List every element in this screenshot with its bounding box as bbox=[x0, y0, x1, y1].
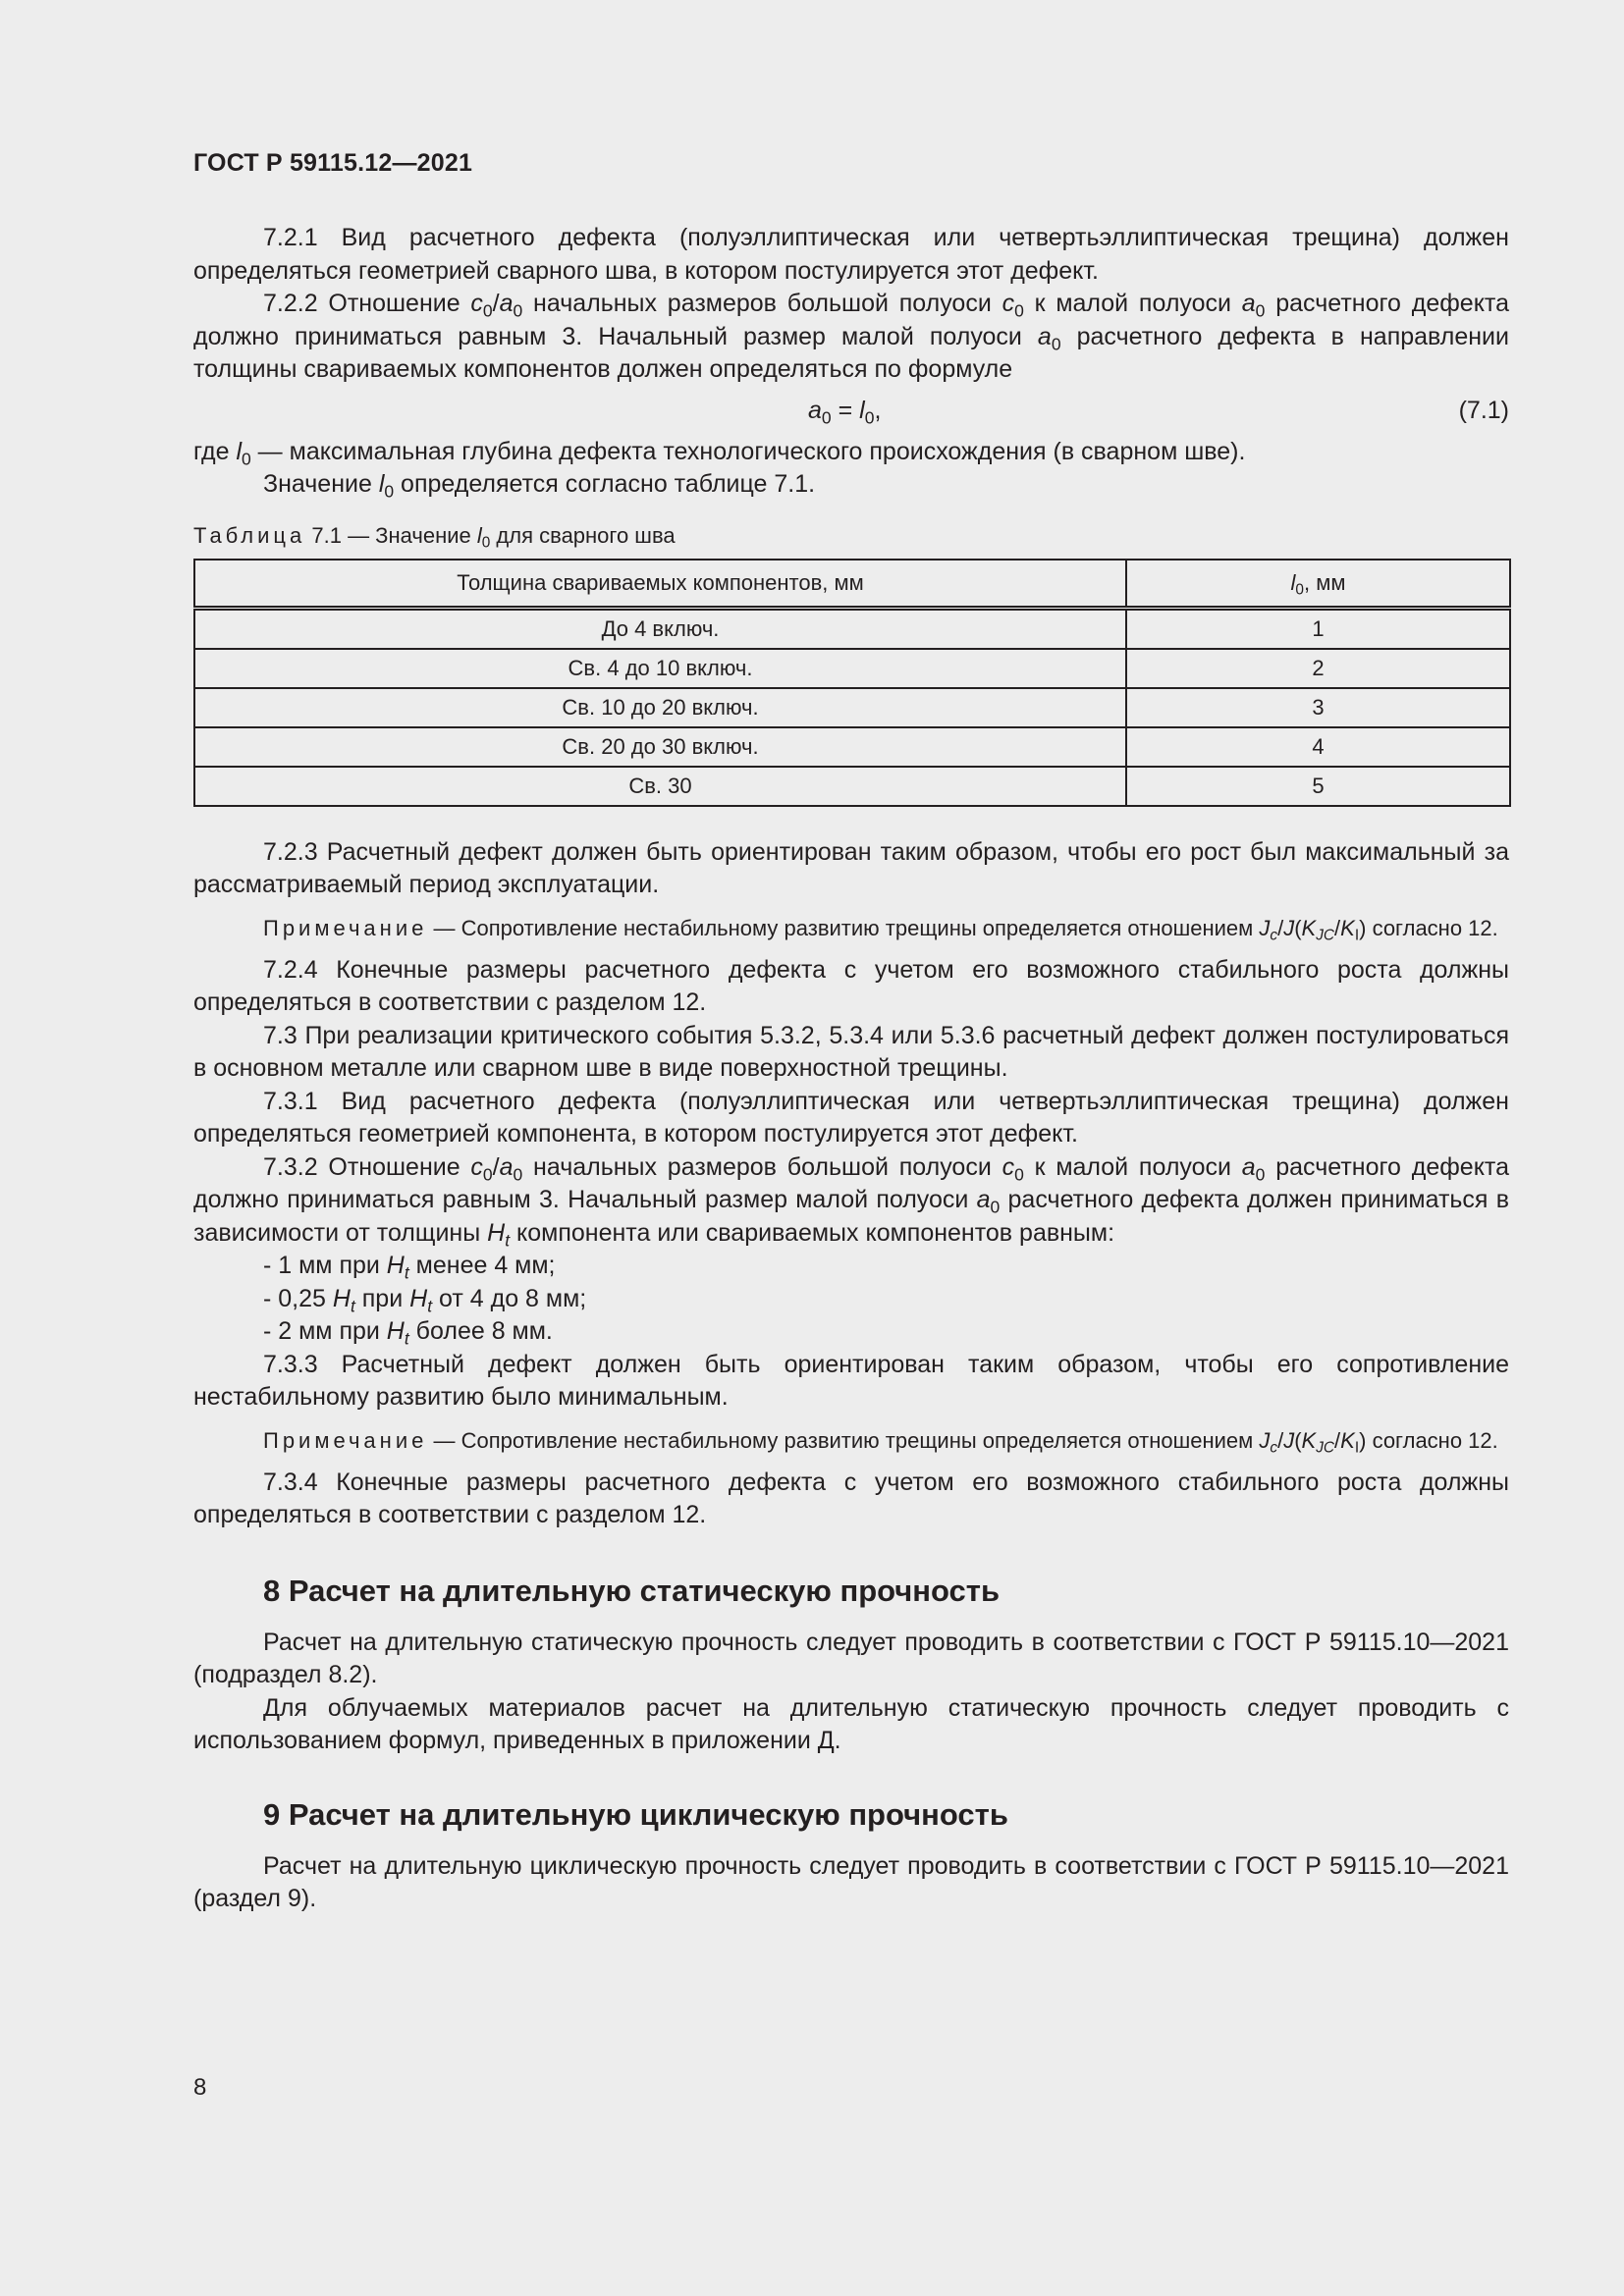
table-cell-thickness: Св. 20 до 30 включ. bbox=[194, 727, 1126, 767]
paragraph-7-2-3: 7.2.3 Расчетный дефект должен быть ориентирован таким образом, чтобы его рост был максимальный за рассматриваемый период эксплуатации. bbox=[193, 837, 1509, 898]
formula-7-1 bbox=[193, 391, 1509, 436]
table-row bbox=[194, 688, 1510, 727]
paragraph-7-2-1: 7.2.1 Вид расчетного дефекта (полуэллиптическая или четвертьэллиптическая трещина) должен определяться геометрией сварного шва, в котором постулируется этот дефект. bbox=[193, 224, 1509, 285]
table-cell-l0: 5 bbox=[1126, 767, 1510, 806]
table-cell-l0: 3 bbox=[1126, 688, 1510, 727]
table-cell-thickness: До 4 включ. bbox=[194, 608, 1126, 649]
table-cell-thickness: Св. 10 до 20 включ. bbox=[194, 688, 1126, 727]
paragraph-where: где $l_0$ — максимальная глубина дефекта технологического происхождения (в сварном шве). bbox=[193, 437, 1246, 468]
page-number: 8 bbox=[193, 2074, 207, 2101]
paragraph-7-3-1: 7.3.1 Вид расчетного дефекта (полуэллиптическая или четвертьэллиптическая трещина) должен определяться геометрией компонента, в котором постулируется этот дефект. bbox=[193, 1087, 1509, 1148]
table-cell-thickness: Св. 4 до 10 включ. bbox=[194, 649, 1126, 688]
table-row bbox=[194, 767, 1510, 806]
table-row bbox=[194, 608, 1510, 649]
formula-number: (7.1) bbox=[1458, 396, 1509, 424]
table-cell-l0: 1 bbox=[1126, 608, 1510, 649]
table-header-l0: $l_0$, мм bbox=[1126, 560, 1510, 609]
paragraph-7-3: 7.3 При реализации критического события 5.3.2, 5.3.4 или 5.3.6 расчетный дефект должен постулироваться в основном металле или сварном шве в виде поверхностной трещины. bbox=[193, 1021, 1509, 1082]
table-header-row bbox=[194, 560, 1510, 609]
section-8-heading: 8 Расчет на длительную статическую прочность bbox=[263, 1573, 1001, 1608]
note-2: Примечание — Сопротивление нестабильному развитию трещины определяется отношением $J_c/J(K_{JC}/K_I)$ согласно 12. bbox=[263, 1427, 1498, 1457]
list-item: - 2 мм при $H_t$ более 8 мм. bbox=[263, 1317, 553, 1349]
table-cell-thickness: Св. 30 bbox=[194, 767, 1126, 806]
paragraph-7-3-3: 7.3.3 Расчетный дефект должен быть ориентирован таким образом, чтобы его сопротивление нестабильному развитию было минимальным. bbox=[193, 1350, 1509, 1411]
note-1: Примечание — Сопротивление нестабильному развитию трещины определяется отношением $J_c/J(K_{JC}/K_I)$ согласно 12. bbox=[263, 915, 1498, 944]
paragraph-7-2-2: 7.2.2 Отношение $c_0/a_0$ начальных размеров большой полуоси $c_0$ к малой полуоси $a_0$ расчетного дефекта должно приниматься равным 3. Начальный размер малой полуоси $a_0$ расчетного дефекта в направлении толщины свариваемых компонентов должен определяться по формуле bbox=[193, 290, 1509, 383]
list-item: - 1 мм при $H_t$ менее 4 мм; bbox=[263, 1252, 556, 1283]
paragraph-7-3-4: 7.3.4 Конечные размеры расчетного дефекта с учетом его возможного стабильного роста должны определяться в соответствии с разделом 12. bbox=[193, 1468, 1509, 1528]
paragraph-7-2-4: 7.2.4 Конечные размеры расчетного дефекта с учетом его возможного стабильного роста должны определяться в соответствии с разделом 12. bbox=[193, 955, 1509, 1016]
table-row bbox=[194, 649, 1510, 688]
table-row bbox=[194, 727, 1510, 767]
paragraph-8-1: Расчет на длительную статическую прочность следует проводить в соответствии с ГОСТ Р 59115.10—2021 (подраздел 8.2). bbox=[193, 1628, 1509, 1688]
table-7-1 bbox=[193, 559, 1511, 807]
paragraph-8-2: Для облучаемых материалов расчет на длительную статическую прочность следует проводить с использованием формул, приведенных в приложении Д. bbox=[193, 1693, 1509, 1754]
section-9-heading: 9 Расчет на длительную циклическую прочность bbox=[263, 1796, 1008, 1832]
list-item: - 0,25 $H_t$ при $H_t$ от 4 до 8 мм; bbox=[263, 1284, 587, 1315]
table-caption: Таблица 7.1 — Значение $l_0$ для сварного шва bbox=[193, 522, 676, 552]
document-body bbox=[193, 222, 1509, 1916]
document-header: ГОСТ Р 59115.12—2021 bbox=[193, 149, 473, 177]
formula-expression: $a_0 = l_0$, bbox=[808, 396, 882, 427]
paragraph-9-1: Расчет на длительную циклическую прочность следует проводить в соответствии с ГОСТ Р 59115.10—2021 (раздел 9). bbox=[193, 1851, 1509, 1912]
table-header-thickness: Толщина свариваемых компонентов, мм bbox=[194, 560, 1126, 609]
paragraph-7-3-2: 7.3.2 Отношение $c_0/a_0$ начальных размеров большой полуоси $c_0$ к малой полуоси $a_0$ расчетного дефекта должно приниматься равным 3. Начальный размер малой полуоси $a_0$ расчетного дефекта должен приниматься в зависимости от толщины $H_t$ компонента или свариваемых компонентов равным: bbox=[193, 1152, 1509, 1250]
paragraph-value-reference: Значение $l_0$ определяется согласно таблице 7.1. bbox=[263, 470, 816, 502]
table-cell-l0: 4 bbox=[1126, 727, 1510, 767]
table-cell-l0: 2 bbox=[1126, 649, 1510, 688]
